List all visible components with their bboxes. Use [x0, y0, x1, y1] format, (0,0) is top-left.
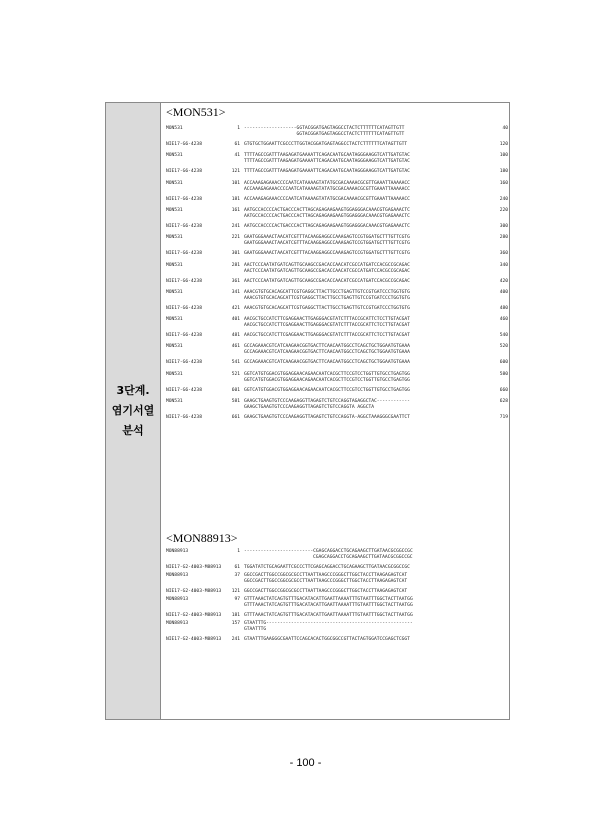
end-position: 660	[499, 387, 508, 393]
start-position: 61	[234, 565, 240, 570]
end-position: 40	[502, 126, 508, 131]
start-position: 661	[231, 415, 240, 420]
sequence-text: AACGCTGCCATCTTCGAGGAACTTGAGGGACGTATCTTTACCGCATTCTCCTTGTACGAT	[244, 333, 410, 339]
start-position: 1	[237, 549, 240, 554]
consensus-text: GAAGCTGAAGTGTCCCAAGAGGTTAGAGTCTGTCCAGGTA AGGCTA	[244, 405, 374, 410]
section-title: <MON88913>	[166, 531, 238, 545]
sequence-name: MON531	[166, 126, 183, 131]
sequence-text: AATGCCACCCCACTGACCCACTTAGCAGAGAAGAAGTGGAGGGACAAACGTGAGAAACTC	[244, 223, 410, 229]
end-position: 300	[499, 223, 508, 229]
end-position: 280	[499, 235, 508, 241]
sequence-name: MON531	[166, 371, 183, 377]
row-label-line: 분석	[122, 424, 144, 437]
sequence-name: MON531	[166, 180, 183, 186]
sequence-text: AATGCCACCCCACTGACCCACTTAGCAGAGAAGAAGTGGAGGGACAAACGTGAGAAACTC	[244, 207, 410, 213]
sequence-name: NIE17-G2-4003-M88913	[166, 637, 222, 642]
sequence-name: NIE17-G6-4238	[166, 278, 202, 284]
consensus-text: GGTCATGTGGACGTGGAGGAACAGAACAATCACGCTTCCGTCCTGGTTGTGCCTGAGTGG	[244, 377, 410, 383]
sequence-name: MON88913	[166, 573, 189, 578]
end-position: 220	[499, 207, 508, 213]
sequence-text: GAATGGGAAACTAACATCGTTTACAAGGAGGCCAAAGAGTCCGTGGATGCTTTGTTCGTG	[244, 251, 410, 257]
start-position: 1	[237, 126, 240, 131]
end-position: 340	[499, 262, 508, 268]
row-label-line: 3단계.	[116, 384, 150, 397]
sequence-text: TTTTAGCCGATTTAAGAGATGAAAATTCAGACAATGCAATAGGGAAGGTCATTGATGTAC	[244, 153, 410, 159]
consensus-text: GCCAGAAACGTCATCAAGAACGGTGACTTCAACAATGGCCTCAGCTGCTGGAATGTGAAA	[244, 350, 410, 356]
consensus-text: AACGCTGCCATCTTCGAGGAACTTGAGGGACGTATCTTTACCGCATTCTCCTTGTACGAT	[244, 323, 410, 329]
end-position: 628	[499, 399, 508, 404]
start-position: 421	[231, 305, 240, 311]
sequence-text: GCCAGAAACGTCATCAAGAACGGTGACTTCAACAATGGCCTCAGCTGCTGGAATGTGAAA	[244, 344, 410, 350]
sequence-text: -------------------GGTACGGATGAGTAGGCCTACTCTTTTTTCATAGTTGTT	[244, 126, 405, 131]
end-position: 120	[499, 142, 508, 147]
consensus-text: GTTTAAACTATCAGTGTTTGACATACATTGAATTAAAATTTGTAATTTGGCTACTTAATGG	[244, 603, 413, 608]
sequence-text: GTGTGCTGGAATTCGCCCTTGGTACGGATGAGTAGGCCTACTCTTTTTTCATAGTTGTT	[244, 142, 408, 147]
sequence-text: GTTTAAACTATCAGTGTTTGACATACATTGAATTAAAATTTGTAATTTGGCTACTTAATGG	[244, 613, 413, 618]
sequence-name: NIE17-G6-4238	[166, 305, 202, 311]
consensus-text: AAACGTGTGCACAGCATTCGTGAGGCTTACTTGCCTGAGTTGTCCGTGATCCCTGGTGTG	[244, 295, 410, 301]
sequence-text: GAAGCTGAAGTGTCCCAAGAGGTTAGAGTCTGTCCAGGTAGAGGCTAC------------	[244, 399, 410, 404]
sequence-name: MON88913	[166, 597, 189, 602]
sequence-text: AACGCTGCCATCTTCGAGGAACTTGAGGGACGTATCTTTACCGCATTCTCCTTGTACGAT	[244, 317, 410, 323]
end-position: 360	[499, 251, 508, 257]
sequence-name: MON531	[166, 399, 183, 404]
start-position: 181	[231, 613, 240, 618]
consensus-text: GTAATTTG	[244, 627, 267, 632]
end-position: 580	[499, 371, 508, 377]
sequence-name: MON531	[166, 344, 183, 350]
row-label-line: 염기서열	[111, 404, 155, 417]
consensus-text: AACTCCCAATATGATCAGTTGCAAGCCGACACCAACATCGCCATGATCCACGCCGCAGAC	[244, 268, 410, 274]
start-position: 161	[231, 207, 240, 213]
end-position: 180	[499, 169, 508, 175]
end-position: 520	[499, 344, 508, 350]
end-position: 160	[499, 180, 508, 186]
consensus-text: GGTACGGATGAGTAGGCCTACTCTTTTTTCATAGTTGTT	[296, 132, 405, 137]
start-position: 601	[231, 387, 240, 393]
sequence-name: NIE17-G6-4238	[166, 333, 202, 339]
sequence-name: MON88913	[166, 621, 189, 626]
sequence-name: MON531	[166, 317, 183, 323]
sequence-text: GGTCATGTGGACGTGGAGGAACAGAACAATCACGCTTCCGTCCTGGTTGTGCCTGAGTGG	[244, 387, 410, 393]
end-position: 719	[499, 415, 508, 420]
sequence-text: GGCCGACTTGGCCGGCGCGCCTTAATTAAGCCCGGGCTTGGCTACCTTAAGAGAGTCAT	[244, 589, 408, 594]
sequence-name: NIE17-G6-4238	[166, 415, 202, 420]
start-position: 97	[234, 597, 240, 602]
sequence-name: MON531	[166, 289, 183, 295]
sequence-text: AACTCCCAATATGATCAGTTGCAAGCCGACACCAACATCGCCATGATCCACGCCGCAGAC	[244, 262, 410, 268]
sequence-text: GCCAGAAACGTCATCAAGAACGGTGACTTCAACAATGGCCTCAGCTGCTGGAATGTGAAA	[244, 360, 410, 366]
sequence-name: NIE17-G6-4238	[166, 387, 202, 393]
start-position: 121	[231, 589, 240, 594]
sequence-name: NIE17-G6-4238	[166, 223, 202, 229]
sequence-text: GTAATTTG-----------------------------------------------------	[244, 621, 413, 626]
sequence-name: MON531	[166, 153, 183, 159]
consensus-text: AATGCCACCCCACTGACCCACTTAGCAGAGAAGAAGTGGAGGGACAAACGTGAGAAACTC	[244, 213, 410, 219]
start-position: 341	[231, 289, 240, 295]
sequence-name: MON88913	[166, 549, 189, 554]
start-position: 301	[231, 251, 240, 257]
end-position: 480	[499, 305, 508, 311]
section-title: <MON531>	[166, 105, 226, 119]
row-label	[112, 381, 155, 441]
start-position: 221	[231, 235, 240, 241]
page-number: - 100 -	[289, 757, 322, 769]
start-position: 61	[234, 142, 240, 147]
alignment-content	[166, 103, 508, 719]
sequence-name: NIE17-G2-4003-M88913	[166, 613, 222, 618]
start-position: 181	[231, 196, 240, 202]
start-position: 361	[231, 278, 240, 284]
sequence-text: TTTTAGCCGATTTAAGAGATGAAAATTCAGACAATGCAATAGGGAAGGTCATTGATGTAC	[244, 169, 410, 175]
start-position: 121	[231, 169, 240, 175]
sequence-text: GAATGGGAAACTAACATCGTTTACAAGGAGGCCAAAGAGTCCGTGGATGCTTTGTTCGTG	[244, 235, 410, 241]
end-position: 540	[499, 333, 508, 339]
sequence-name: NIE17-G6-4238	[166, 142, 202, 147]
start-position: 401	[231, 317, 240, 323]
sequence-text: GTTTAAACTATCAGTGTTTGACATACATTGAATTAAAATTTGTAATTTGGCTACTTAATGG	[244, 597, 413, 602]
sequence-text: AAACGTGTGCACAGCATTCGTGAGGCTTACTTGCCTGAGTTGTCCGTGATCCCTGGTGTG	[244, 289, 410, 295]
sequence-text: ACCAAAGAGAAACCCCAATCATAAAAGTATATGCGACAAAACGCGTTGAAATTAAAAACC	[244, 196, 410, 202]
start-position: 37	[234, 573, 240, 578]
sequence-name: MON531	[166, 262, 183, 268]
start-position: 101	[231, 180, 240, 186]
sequence-name: NIE17-G6-4238	[166, 251, 202, 257]
consensus-text: ACCAAAGAGAAACCCCAATCATAAAAGTATATGCGACAAAACGCGTTGAAATTAAAAACC	[244, 186, 410, 192]
start-position: 521	[231, 371, 240, 377]
end-position: 600	[499, 360, 508, 366]
sequence-text: AAACGTGTGCACAGCATTCGTGAGGCTTACTTGCCTGAGTTGTCCGTGATCCCTGGTGTG	[244, 305, 410, 311]
sequence-name: MON531	[166, 207, 183, 213]
start-position: 581	[231, 399, 240, 404]
sequence-text: GAAGCTGAAGTGTCCCAAGAGGTTAGAGTCTGTCCAGGTA-AGGCTAAAGGGCGAATTCT	[244, 415, 410, 420]
consensus-text: GAATGGGAAACTAACATCGTTTACAAGGAGGCCAAAGAGTCCGTGGATGCTTTGTTCGTG	[244, 241, 410, 247]
start-position: 281	[231, 262, 240, 268]
sequence-text: GTAATTTGAAGGGCGAATTCCAGCACACTGGCGGCCGTTACTAGTGGATCCGAGCTCGGT	[244, 637, 410, 642]
sequence-name: NIE17-G2-4003-M88913	[166, 565, 222, 570]
sequence-text: -------------------------CGAGCAGGACCTGCAGAAGCTTGATAACGCGGCCGC	[244, 549, 413, 554]
end-position: 460	[499, 317, 508, 323]
consensus-text: GGCCGACTTGGCCGGCGCGCCTTAATTAAGCCCGGGCTTGGCTACCTTAAGAGAGTCAT	[244, 579, 408, 584]
sequence-name: NIE17-G6-4238	[166, 360, 202, 366]
start-position: 157	[231, 621, 240, 626]
table-frame	[105, 102, 510, 720]
start-position: 241	[231, 223, 240, 229]
end-position: 400	[499, 289, 508, 295]
sequence-text: ACCAAAGAGAAACCCCAATCATAAAAGTATATGCGACAAAACGCGTTGAAATTAAAAACC	[244, 180, 410, 186]
row-label-cell	[106, 103, 161, 719]
end-position: 240	[499, 196, 508, 202]
start-position: 461	[231, 344, 240, 350]
sequence-text: AACTCCCAATATGATCAGTTGCAAGCCGACACCAACATCGCCATGATCCACGCCGCAGAC	[244, 278, 410, 284]
sequence-name: NIE17-G6-4238	[166, 169, 202, 175]
start-position: 41	[234, 153, 240, 159]
sequence-name: NIE17-G2-4003-M88913	[166, 589, 222, 594]
sequence-name: NIE17-G6-4238	[166, 196, 202, 202]
sequence-text: TGGATATCTGCAGAATTCGCCCTTCGAGCAGGACCTGCAGAAGCTTGATAACGCGGCCGC	[244, 565, 410, 570]
start-position: 241	[231, 637, 240, 642]
end-position: 100	[499, 153, 508, 159]
start-position: 481	[231, 333, 240, 339]
consensus-text: TTTTAGCCGATTTAAGAGATGAAAATTCAGACAATGCAATAGGGAAGGTCATTGATGTAC	[244, 159, 410, 165]
sequence-text: GGTCATGTGGACGTGGAGGAACAGAACAATCACGCTTCCGTCCTGGTTGTGCCTGAGTGG	[244, 371, 410, 377]
consensus-text: CGAGCAGGACCTGCAGAAGCTTGATAACGCGGCCGC	[313, 555, 413, 560]
sequence-text: GGCCGACTTGGCCGGCGCGCCTTAATTAAGCCCGGGCTTGGCTACCTTAAGAGAGTCAT	[244, 573, 408, 578]
start-position: 541	[231, 360, 240, 366]
sequence-name: MON531	[166, 235, 183, 241]
end-position: 420	[499, 278, 508, 284]
